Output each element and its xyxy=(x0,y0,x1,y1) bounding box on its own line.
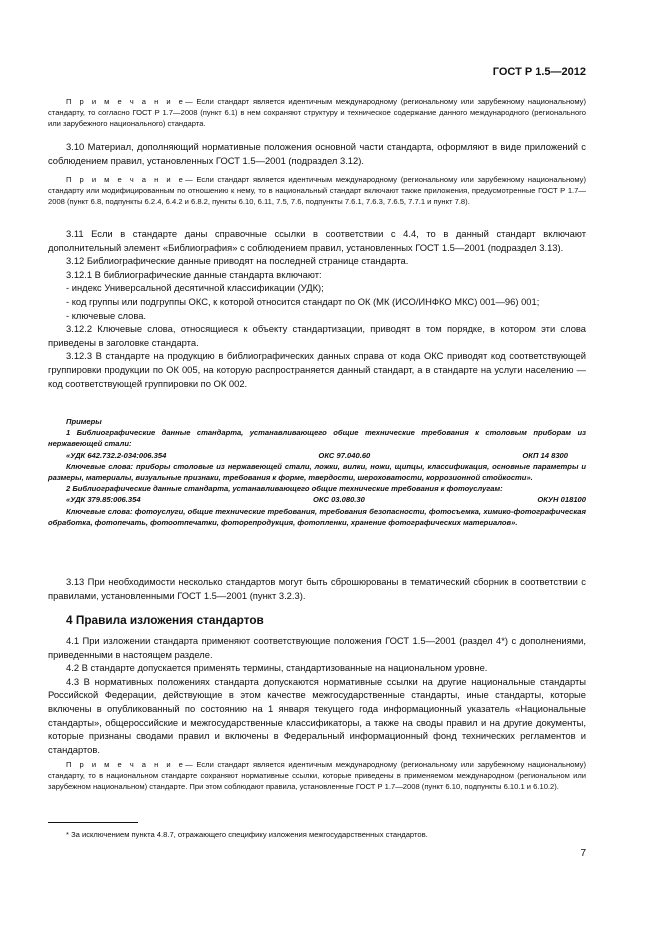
clause-4-3: 4.3 В нормативных положениях стандарта допускаются нормативные ссылки на другие национальные стандарты Российской Федерации, действующие в этом качестве межгосударственные стандарты, иные стандарты, которые включены в опубликованный по состоянию на 1 января текущего года информационный указатель «Национальные стандарты», общероссийские и межгосударственные классификаторы, а также на своды правил и на другие документы, которые признаны сводами правил и включены в Федеральный информационный фонд технических регламентов и стандартов. xyxy=(48,675,586,755)
examples-block xyxy=(48,416,586,528)
clause-4-1: 4.1 При изложении стандарта применяют соответствующие положения ГОСТ 1.5—2001 (раздел 4*) с дополнениями, приведенными в настоящем разделе. xyxy=(48,635,586,660)
example-1-codes xyxy=(48,450,586,461)
note-3 xyxy=(48,759,586,793)
clause-3-12-2: 3.12.2 Ключевые слова, относящиеся к объекту стандартизации, приводят в том порядке, в котором эти слова приведены в заголовке стандарта. xyxy=(48,323,586,348)
example-1-title: 1 Библиографические данные стандарта, устанавливающего общие технические требования к столовым приборам из нержавеющей стали: xyxy=(48,428,586,449)
example-1-okp: ОКП 14 8300 xyxy=(522,450,568,460)
note-1-text: — Если стандарт является идентичным международному (региональному или зарубежному национальному) стандарту, то согласно ГОСТ Р 1.7—2008 (пункт 6.1) в нем сохраняют структуру и техническое содержание данного международного (регионального или зарубежного национального) стандарта. xyxy=(48,97,587,129)
list-item-oks: - код группы или подгруппы ОКС, к которой относится стандарт по ОК (МК (ИСО/ИНФКО МКС) 001—96) 001; xyxy=(66,295,540,307)
example-1-udk: «УДК 642.732.2-034:006.354 xyxy=(66,450,167,460)
clause-3-12: 3.12 Библиографические данные приводят на последней странице стандарта. xyxy=(66,255,409,267)
example-2-codes xyxy=(48,494,586,505)
note-3-text: — Если стандарт является идентичным международному (региональному или зарубежному национальному) стандарту, то в национальном стандарте сохраняют нормативные ссылки, которые приведены в применяемом международном (региональном или зарубежном национальном) стандарте. При этом соблюдают правила, установленные ГОСТ Р 1.7—2008 (пункт 6.10, подпункты 6.10.1 и 6.10.2). xyxy=(48,760,587,792)
clause-4-2: 4.2 В стандарте допускается применять термины, стандартизованные на национальном уровне. xyxy=(66,662,488,674)
example-1-oks: ОКС 97.040.60 xyxy=(318,450,371,460)
footnote: * За исключением пункта 4.8.7, отражающего специфику изложения межгосударственных стандартов. xyxy=(66,830,428,839)
list-item-keywords: - ключевые слова. xyxy=(66,309,147,321)
list-item-udk: - индекс Универсальной десятичной классификации (УДК); xyxy=(66,282,324,294)
clause-3-11: 3.11 Если в стандарте даны справочные ссылки в соответствии с 4.4, то в данный стандарт включают дополнительный элемент «Библиография» с соблюдением правил, установленных ГОСТ 1.5—2001 (подраздел 3.13). xyxy=(48,228,586,253)
document-code-header: ГОСТ Р 1.5—2012 xyxy=(492,66,586,78)
example-2-oks: ОКС 03.080.30 xyxy=(313,495,365,505)
note-1 xyxy=(48,96,586,130)
section-4-title: 4 Правила изложения стандартов xyxy=(66,613,264,627)
clause-3-10: 3.10 Материал, дополняющий нормативные положения основной части стандарта, оформляют в виде приложений с соблюдением правил, установленных ГОСТ 1.5—2001 (подраздел 3.12). xyxy=(48,141,586,166)
example-2-title: 2 Библиографические данные стандарта, устанавливающего общие технические требования к фотоуслугам: xyxy=(66,484,503,494)
note-label: П р и м е ч а н и е xyxy=(66,760,186,769)
page-number: 7 xyxy=(580,848,586,859)
example-2-keywords: Ключевые слова: фотоуслуги, общие технические требования, требования безопасности, фотосъемка, химико-фотографическая обработка, фотопечать, фотоотпечатки, фоторепродукция, фотопленки, хранение фотографических материалов». xyxy=(48,506,586,527)
clause-3-12-1: 3.12.1 В библиографические данные стандарта включают: xyxy=(66,268,322,280)
example-2-okun: ОКУН 018100 xyxy=(537,495,586,505)
footnote-divider xyxy=(48,822,138,823)
note-2-text: — Если стандарт является идентичным международному (региональному или зарубежному национальному) стандарту или модифицированным по отношению к нему, то в национальный стандарт включают также приложения, предусмотренные ГОСТ Р 1.7—2008 (пункт 6.8, подпункты 6.2.4, 6.4.2 и 6.8.2, пункты 6.10, 6.11, 7.5, 7.6, подпункты 7.6.1, 7.6.3, 7.6.5, 7.7.1 и пункт 7.8). xyxy=(48,175,587,207)
examples-heading: Примеры xyxy=(66,417,102,426)
example-1-keywords: Ключевые слова: приборы столовые из нержавеющей стали, ложки, вилки, ножи, щипцы, классификация, основные параметры и размеры, материалы, визуальные признаки, требования к форме, твердости, шероховатости, коррозионной стойкости». xyxy=(48,461,586,483)
clause-3-12-3: 3.12.3 В стандарте на продукцию в библиографических данных справа от кода ОКС приводят код соответствующей группировки продукции по ОК 005, на которую распространяется данный стандарт, а в стандарте на услуги населению — код соответствующей группировки по ОК 002. xyxy=(48,350,586,389)
note-2 xyxy=(48,174,586,208)
clause-3-13: 3.13 При необходимости несколько стандартов могут быть сброшюрованы в тематический сборник в соответствии с правилами, установленными ГОСТ 1.5—2001 (пункт 3.2.3). xyxy=(48,576,586,601)
note-label: П р и м е ч а н и е xyxy=(66,97,186,106)
note-label: П р и м е ч а н и е xyxy=(66,175,186,184)
example-2-udk: «УДК 379.85:006.354 xyxy=(66,495,141,505)
